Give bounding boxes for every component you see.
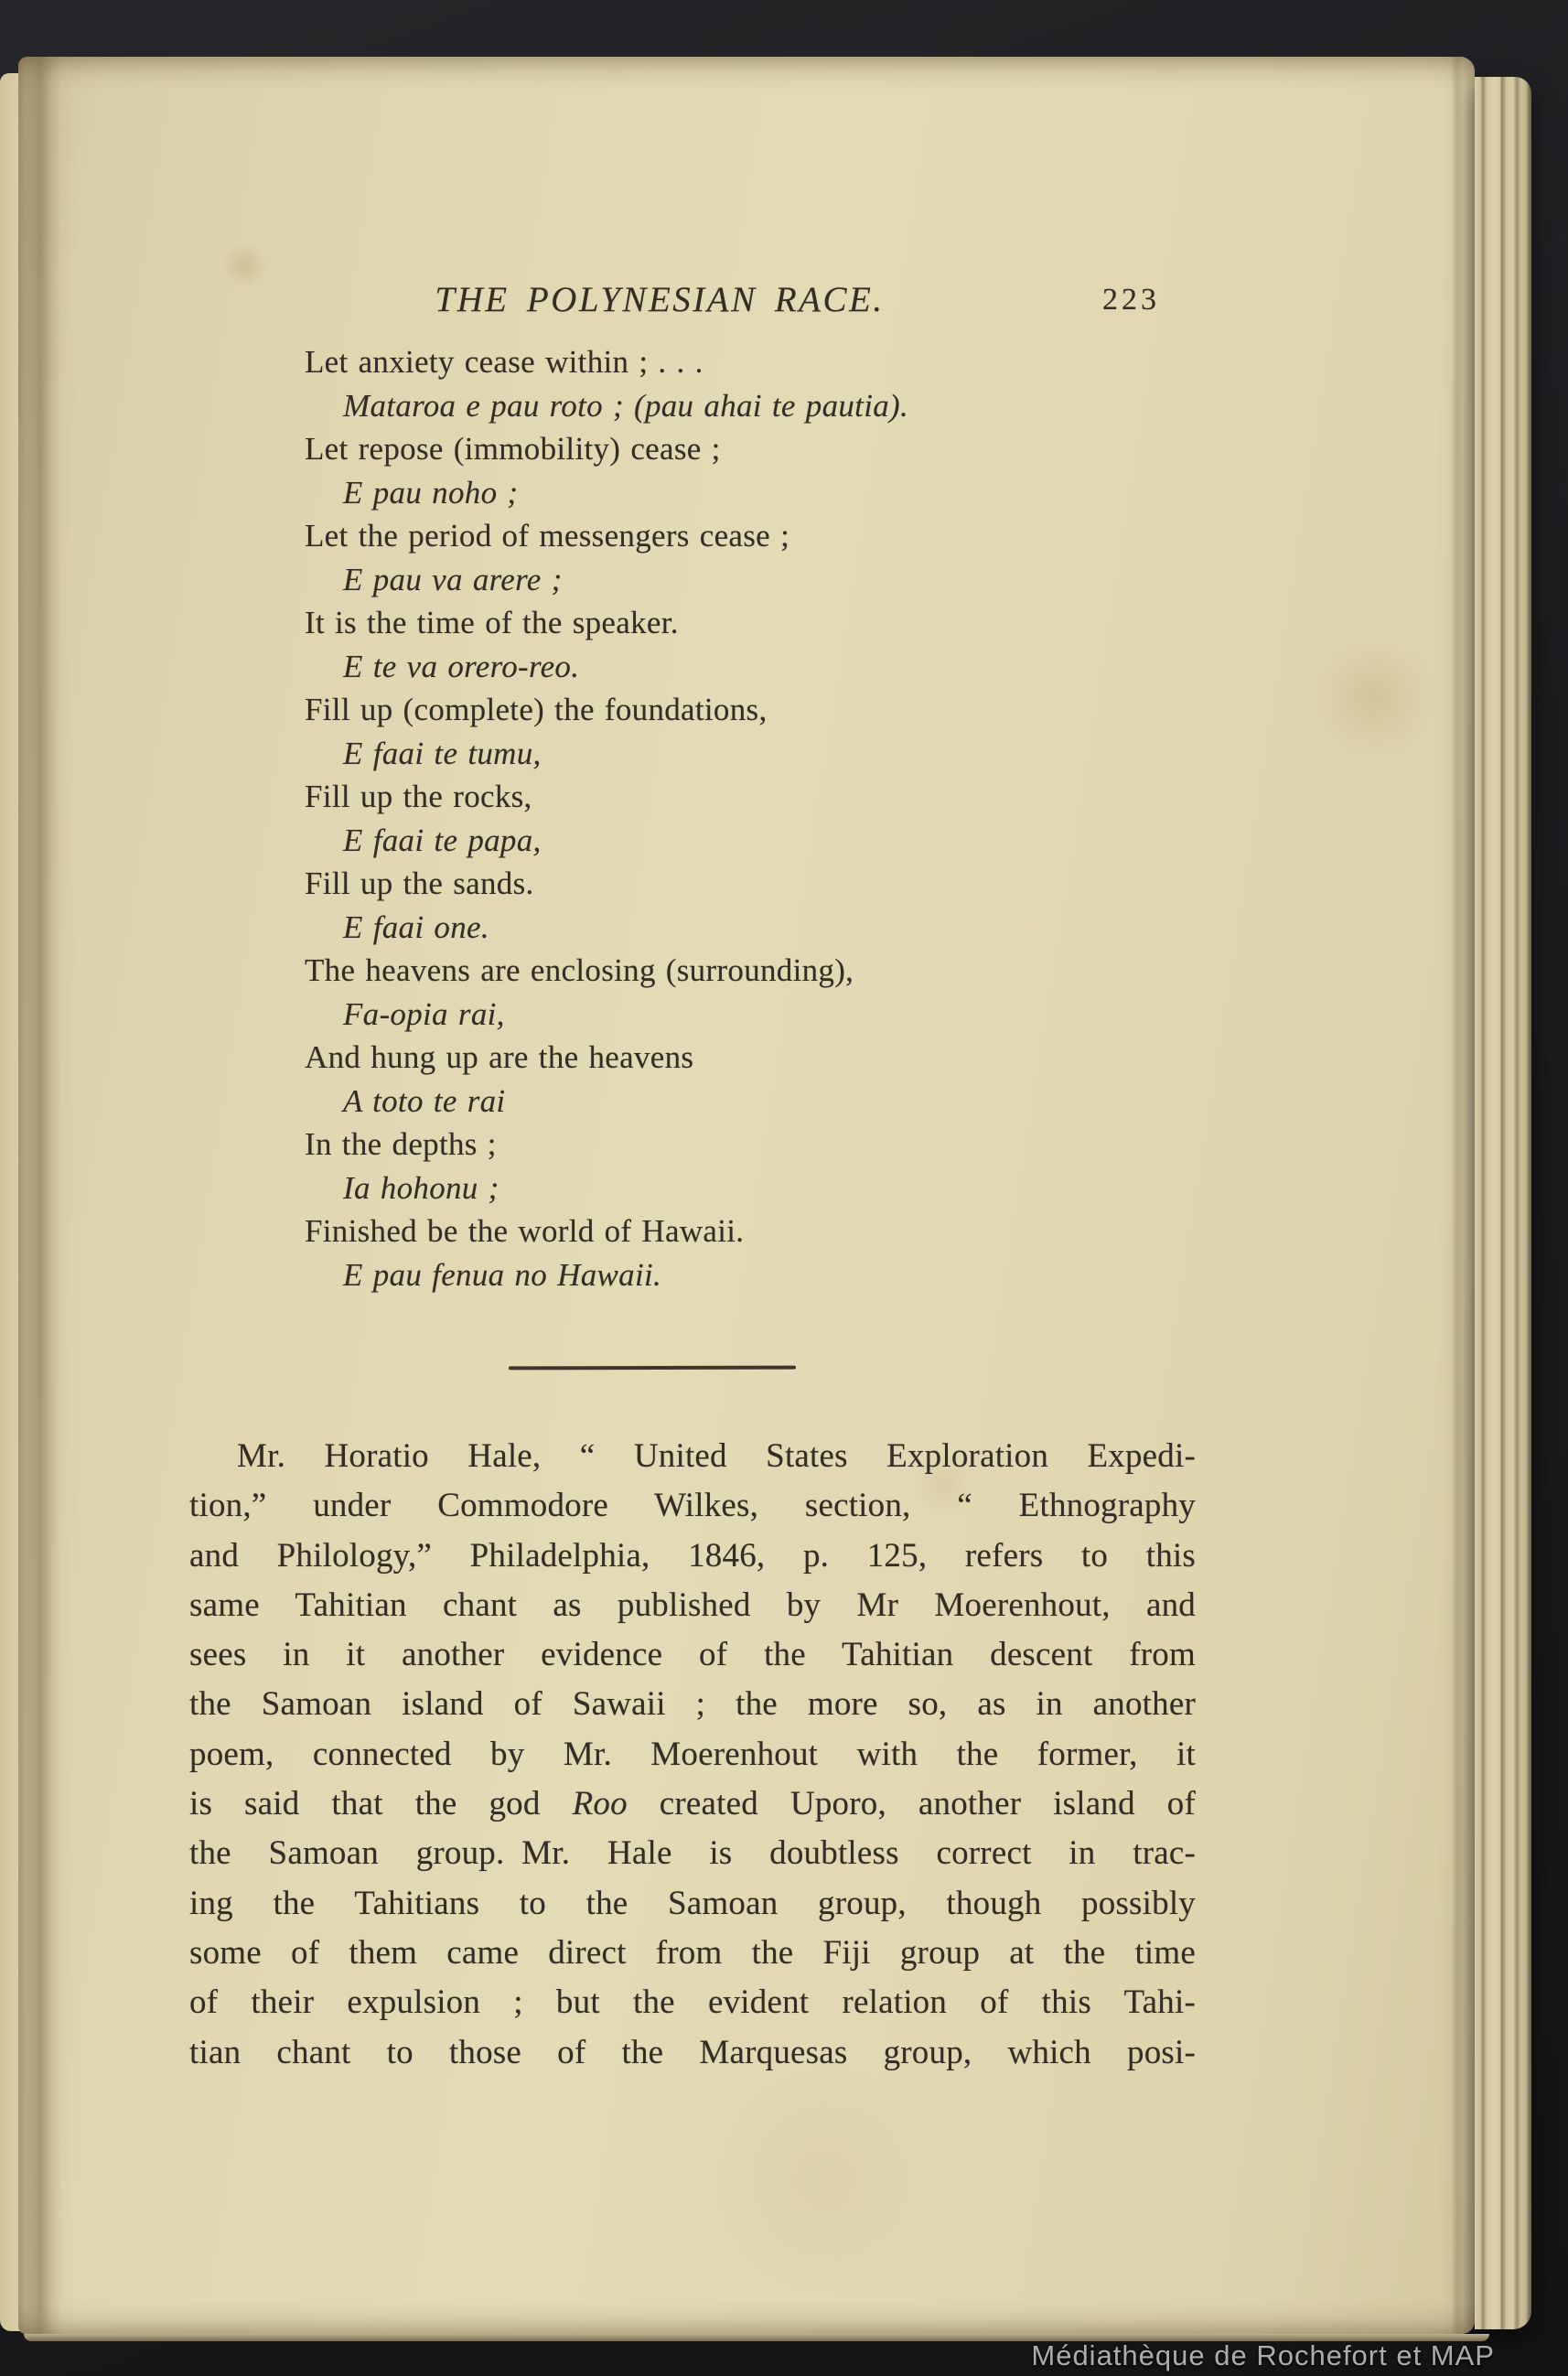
paragraph-line: the Samoan island of Sawaii ; the more so, as in another (189, 1685, 1196, 1724)
page-right-crease (1451, 57, 1462, 2334)
poem-line: Mataroa e pau roto ; (pau ahai te pautia). (343, 387, 909, 424)
poem-line: E faai one. (343, 908, 489, 945)
paragraph-line: and Philology,” Philadelphia, 1846, p. 125, refers to this (189, 1536, 1196, 1575)
page-edges-right (1475, 77, 1531, 2329)
paragraph-line: Mr. Horatio Hale, “ United States Exploration Expedi- (237, 1437, 1196, 1475)
poem-line: Fill up the sands. (305, 865, 534, 901)
poem-line: Let anxiety cease within ; . . . (305, 344, 703, 380)
poem-line: It is the time of the speaker. (305, 605, 679, 640)
poem-line: Finished be the world of Hawaii. (305, 1213, 745, 1249)
paragraph-line: tion,” under Commodore Wilkes, section, “ Ethnography (189, 1487, 1196, 1525)
poem-line: Fa-opia rai, (343, 995, 505, 1032)
page-title: THE POLYNESIAN RACE. (435, 280, 885, 319)
poem-line: In the depths ; (305, 1126, 497, 1162)
paragraph-line: some of them came direct from the Fiji group at the time (189, 1933, 1196, 1972)
poem-block (305, 340, 908, 1296)
poem-line: E faai te papa, (343, 822, 542, 858)
poem-line: E te va orero-reo. (343, 648, 580, 684)
paragraph-line: is said that the god Roo created Uporo, another island of (189, 1785, 1196, 1823)
section-divider-rule (509, 1366, 796, 1371)
poem-line: E pau va arere ; (343, 561, 563, 597)
paragraph-line: same Tahitian chant as published by Mr Moerenhout, and (189, 1586, 1196, 1624)
poem-line: Fill up the rocks, (305, 779, 532, 814)
paragraph-line: the Samoan group. Mr. Hale is doubtless correct in trac- (189, 1834, 1196, 1873)
poem-line: Let repose (immobility) cease ; (305, 431, 721, 467)
gutter-shadow (26, 57, 62, 2334)
poem-line: The heavens are enclosing (surrounding), (305, 952, 854, 988)
paragraph-line: of their expulsion ; but the evident relation of this Tahi- (189, 1984, 1196, 2022)
page-number: 223 (1102, 283, 1160, 317)
poem-line: E pau noho ; (343, 474, 519, 511)
poem-line: Ia hohonu ; (343, 1169, 499, 1206)
body-paragraph (189, 1432, 1196, 2078)
poem-line: Let the period of messengers cease ; (305, 518, 790, 554)
paragraph-line: poem, connected by Mr. Moerenhout with the former, it (189, 1735, 1196, 1773)
poem-line: A toto te rai (343, 1082, 506, 1119)
poem-line: And hung up are the heavens (305, 1039, 694, 1075)
poem-line: E pau fenua no Hawaii. (343, 1256, 662, 1293)
paragraph-line: ing the Tahitians to the Samoan group, though possibly (189, 1884, 1196, 1922)
paragraph-line: tian chant to those of the Marquesas group, which posi- (189, 2033, 1196, 2071)
watermark: Médiathèque de Rochefort et MAP (1031, 2339, 1495, 2371)
paragraph-line: sees in it another evidence of the Tahitian descent from (189, 1636, 1196, 1674)
poem-line: E faai te tumu, (343, 735, 542, 771)
book-page (18, 57, 1475, 2334)
running-header (156, 279, 1163, 320)
poem-line: Fill up (complete) the foundations, (305, 692, 768, 727)
